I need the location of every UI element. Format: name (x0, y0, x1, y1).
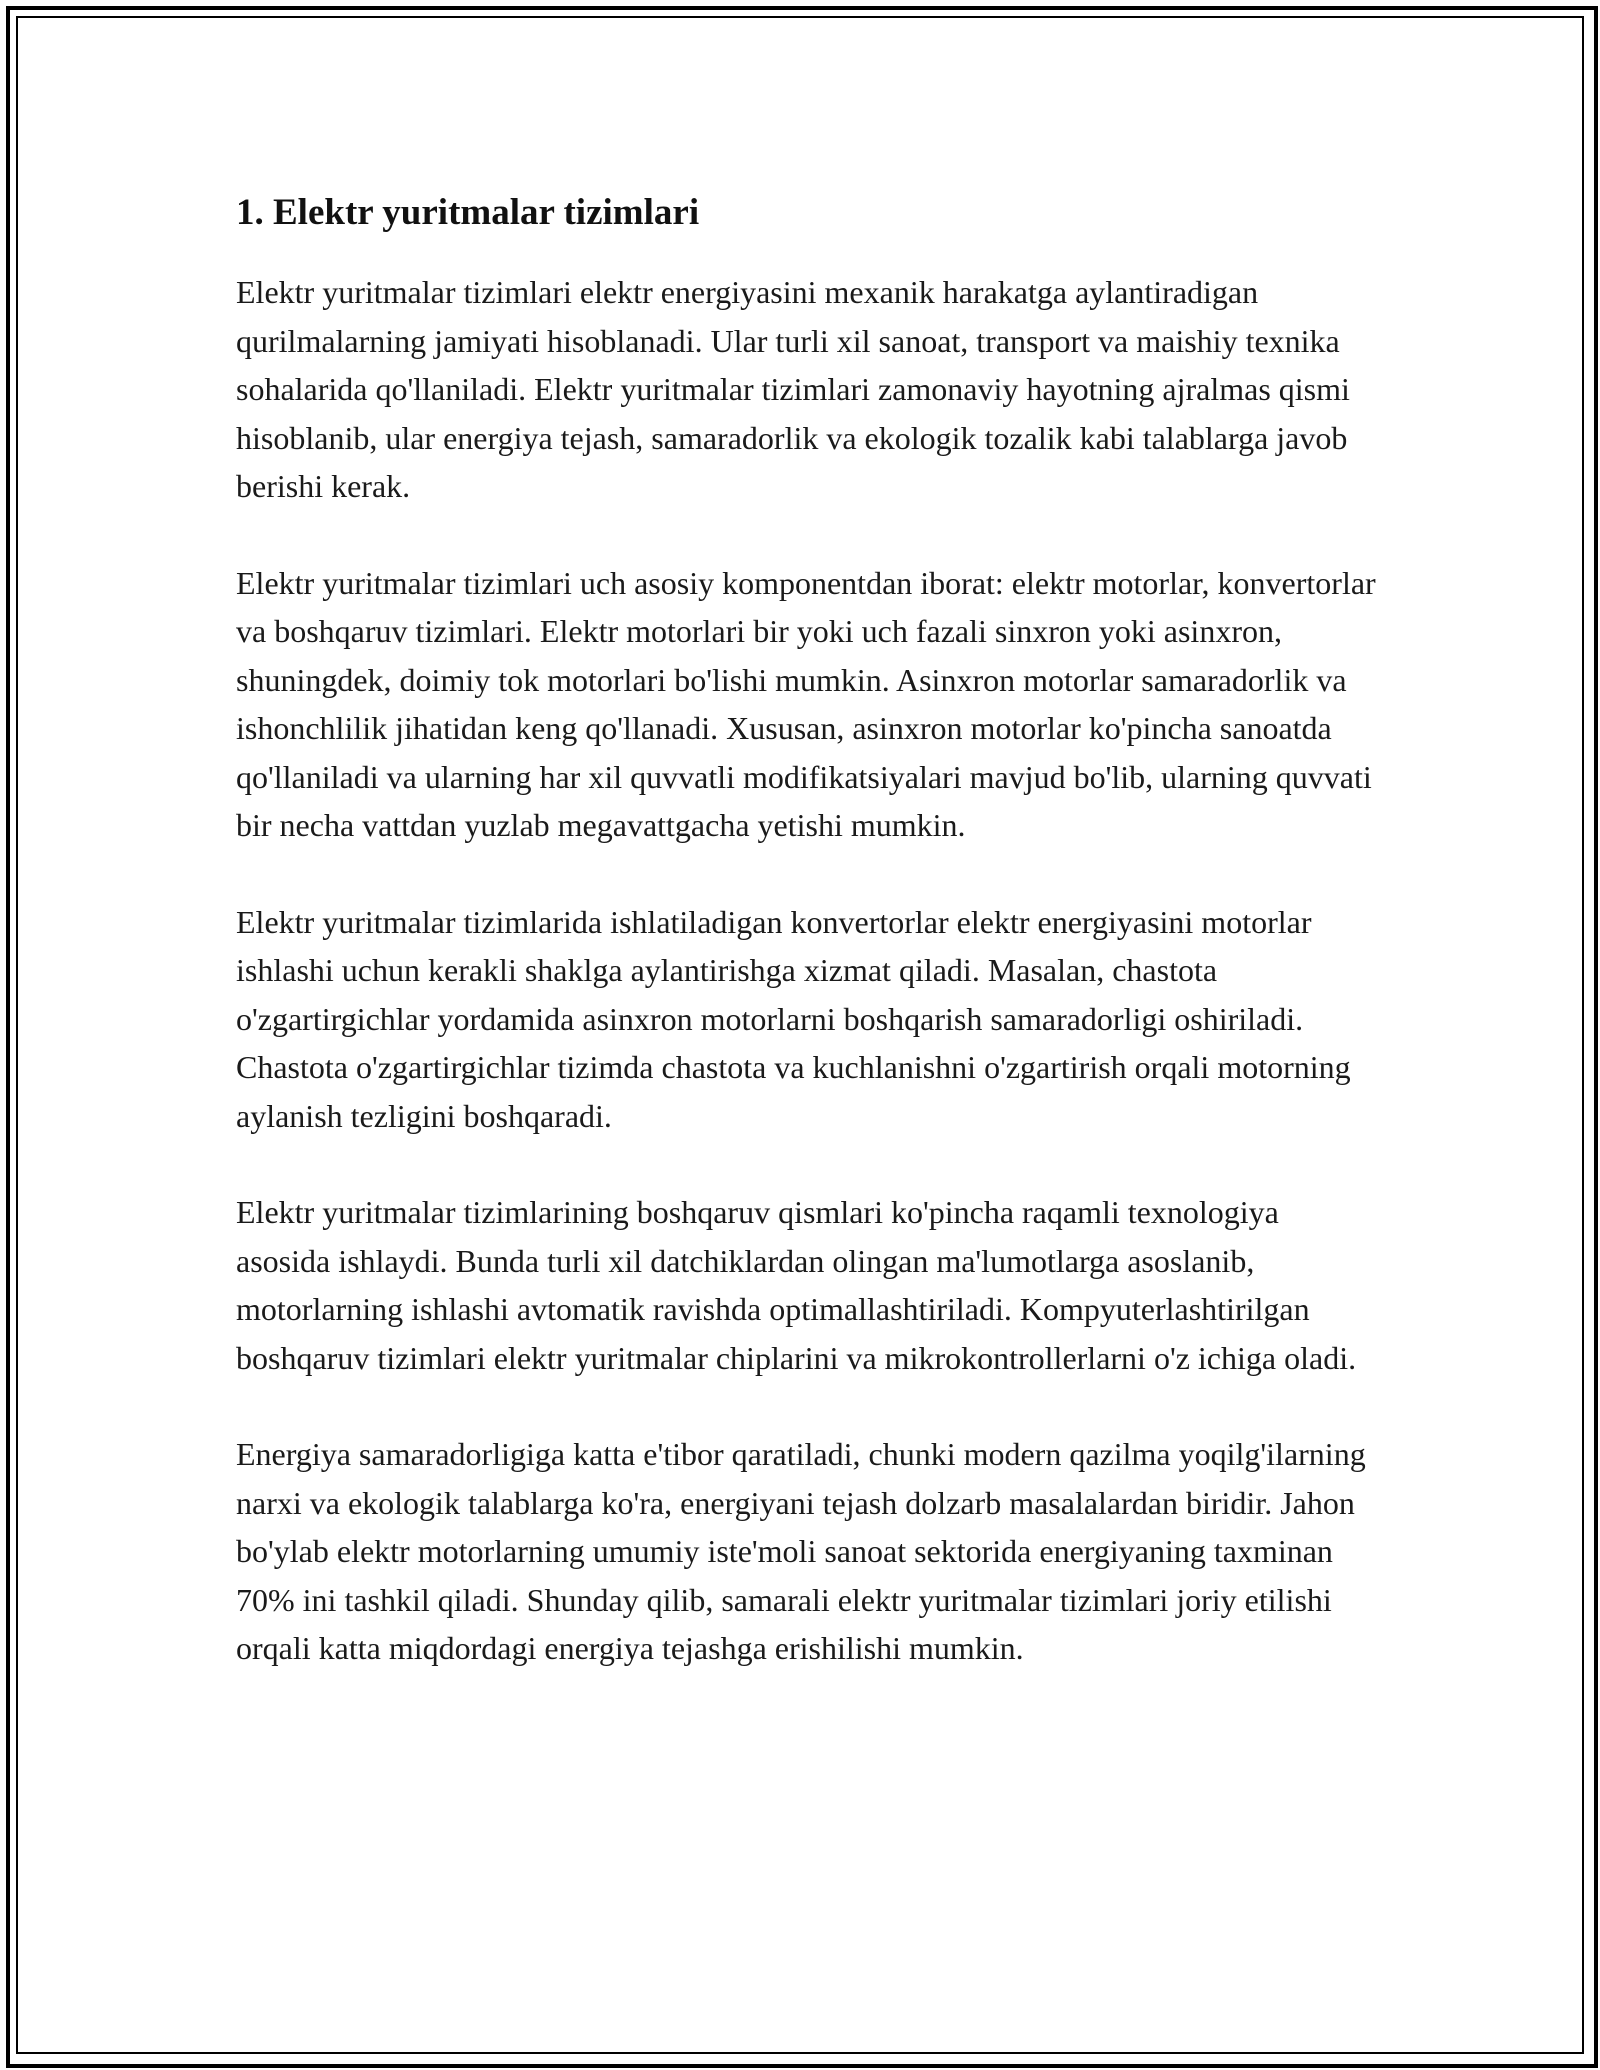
paragraph-converters: Elektr yuritmalar tizimlarida ishlatiladigan konvertorlar elektr energiyasini motorlar ishlashi uchun kerakli shaklga aylantirishga xizmat qiladi. Masalan, chastota o'zgartirgichlar yordamida asinxron motorlarni boshqarish samaradorligi oshiriladi. Chastota o'zgartirgichlar tizimda chastota va kuchlanishni o'zgartirish orqali motorning aylanish tezligini boshqaradi. (236, 903, 1351, 1134)
document-body (236, 186, 1376, 1673)
section-heading: 1. Elektr yuritmalar tizimlari (236, 192, 700, 233)
paragraph-intro: Elektr yuritmalar tizimlari elektr energiyasini mexanik harakatga aylantiradigan qurilmalarning jamiyati hisoblanadi. Ular turli xil sanoat, transport va maishiy texnika sohalarida qo'llaniladi. Elektr yuritmalar tizimlari zamonaviy hayotning ajralmas qismi hisoblanib, ular energiya tejash, samaradorlik va ekologik tozalik kabi talablarga javob berishi kerak. (236, 274, 1350, 504)
paragraph-components: Elektr yuritmalar tizimlari uch asosiy komponentdan iborat: elektr motorlar, konvertorlar va boshqaruv tizimlari. Elektr motorlari bir yoki uch fazali sinxron yoki asinxron, shuningdek, doimiy tok motorlari bo'lishi mumkin. Asinxron motorlar samaradorlik va ishonchlilik jihatidan keng qo'llanadi. Xususan, asinxron motorlar ko'pincha sanoatda qo'llaniladi va ularning har xil quvvatli modifikatsiyalari mavjud bo'lib, ularning quvvati bir necha vattdan yuzlab megavattgacha yetishi mumkin. (236, 564, 1376, 843)
paragraph-control: Elektr yuritmalar tizimlarining boshqaruv qismlari ko'pincha raqamli texnologiya asosida ishlaydi. Bunda turli xil datchiklardan olingan ma'lumotlarga asoslanib, motorlarning ishlashi avtomatik ravishda optimallashtiriladi. Kompyuterlashtirilgan boshqaruv tizimlari elektr yuritmalar chiplarini va mikrokontrollerlarni o'z ichiga oladi. (236, 1194, 1357, 1376)
paragraph-efficiency: Energiya samaradorligiga katta e'tibor qaratiladi, chunki modern qazilma yoqilg'ilarning narxi va ekologik talablarga ko'ra, energiyani tejash dolzarb masalalardan biridir. Jahon bo'ylab elektr motorlarning umumiy iste'moli sanoat sektorida energiyaning taxminan 70% ini tashkil qiladi. Shunday qilib, samarali elektr yuritmalar tizimlari joriy etilishi orqali katta miqdordagi energiya tejashga erishilishi mumkin. (236, 1436, 1366, 1666)
